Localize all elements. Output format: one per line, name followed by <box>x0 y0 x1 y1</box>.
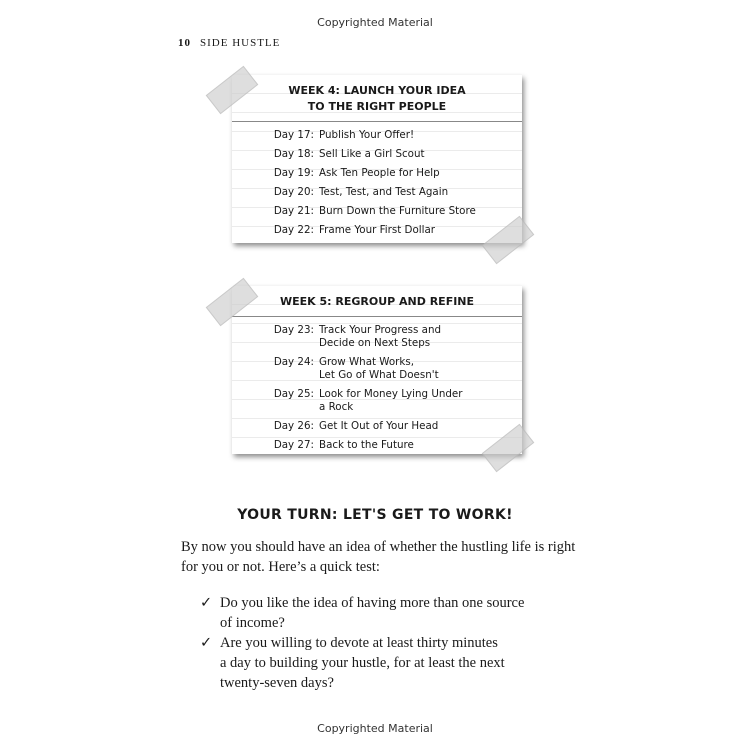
checklist-line: twenty-seven days? <box>220 675 334 691</box>
day-title-line: Test, Test, and Test Again <box>319 186 449 198</box>
day-title-line: Sell Like a Girl Scout <box>319 148 425 160</box>
checklist-item <box>200 593 580 633</box>
day-title <box>319 186 522 199</box>
day-title-line: Get It Out of Your Head <box>319 420 439 432</box>
card-title-line: WEEK 4: LAUNCH YOUR IDEA <box>288 84 466 97</box>
checklist-text <box>220 593 524 633</box>
day-label: Day 17: <box>273 129 314 141</box>
list-item <box>232 321 522 353</box>
day-title-line: a Rock <box>319 401 354 413</box>
day-title <box>319 205 522 218</box>
list-item <box>232 164 522 183</box>
checklist-line: a day to building your hustle, for at least the next <box>220 655 505 671</box>
checklist-line: Do you like the idea of having more than one source <box>220 595 525 611</box>
list-item <box>232 417 522 436</box>
running-head <box>178 37 280 49</box>
paragraph-line: for you or not. Here’s a quick test: <box>181 559 380 575</box>
checklist-text <box>220 633 505 693</box>
day-title <box>319 129 522 142</box>
body-paragraph <box>181 537 581 577</box>
day-title-line: Ask Ten People for Help <box>319 167 440 179</box>
day-title <box>319 356 522 382</box>
day-label: Day 24: <box>273 356 314 368</box>
day-label: Day 20: <box>273 186 314 198</box>
day-title <box>319 224 522 237</box>
checkmark-icon: ✓ <box>200 595 213 611</box>
card-divider <box>232 316 522 317</box>
day-title <box>319 324 522 350</box>
list-item <box>232 202 522 221</box>
day-title <box>319 167 522 180</box>
day-title <box>319 420 522 433</box>
card-title-line: WEEK 5: REGROUP AND REFINE <box>279 295 475 308</box>
list-item <box>232 436 522 455</box>
day-label: Day 27: <box>273 439 314 451</box>
week-4-card <box>232 75 522 243</box>
day-title-line: Let Go of What Doesn't <box>319 369 439 381</box>
day-title-line: Burn Down the Furniture Store <box>319 205 476 217</box>
page-number: 10 <box>178 37 191 49</box>
day-title-line: Track Your Progress and <box>319 324 442 336</box>
day-title-line: Frame Your First Dollar <box>319 224 436 236</box>
day-label: Day 19: <box>273 167 314 179</box>
card-title-line: TO THE RIGHT PEOPLE <box>307 100 447 113</box>
day-title <box>319 148 522 161</box>
day-title-line: Look for Money Lying Under <box>319 388 463 400</box>
day-title-line: Publish Your Offer! <box>319 129 415 141</box>
day-title-line: Back to the Future <box>319 439 414 451</box>
section-heading: YOUR TURN: LET'S GET TO WORK! <box>237 507 513 523</box>
day-label: Day 26: <box>273 420 314 432</box>
card-title <box>232 294 522 310</box>
day-title-line: Decide on Next Steps <box>319 337 431 349</box>
card-title <box>232 83 522 115</box>
week-5-card <box>232 286 522 454</box>
checklist-item <box>200 633 580 693</box>
day-title <box>319 388 522 414</box>
day-label: Day 25: <box>273 388 314 400</box>
paragraph-line: By now you should have an idea of whether the hustling life is right <box>181 539 576 555</box>
list-item <box>232 145 522 164</box>
list-item <box>232 353 522 385</box>
list-item <box>232 385 522 417</box>
copyright-notice-top: Copyrighted Material <box>317 16 433 29</box>
list-item <box>232 126 522 145</box>
day-label: Day 22: <box>273 224 314 236</box>
checkmark-icon: ✓ <box>200 635 213 651</box>
checklist-line: Are you willing to devote at least thirty minutes <box>220 635 498 651</box>
running-head-title: SIDE HUSTLE <box>200 37 281 49</box>
day-title-line: Grow What Works, <box>319 356 415 368</box>
copyright-notice-bottom: Copyrighted Material <box>317 722 433 735</box>
card-divider <box>232 121 522 122</box>
day-label: Day 23: <box>273 324 314 336</box>
list-item <box>232 183 522 202</box>
checklist-line: of income? <box>220 615 285 631</box>
list-item <box>232 221 522 240</box>
checklist <box>200 593 580 693</box>
day-label: Day 18: <box>273 148 314 160</box>
day-label: Day 21: <box>273 205 314 217</box>
